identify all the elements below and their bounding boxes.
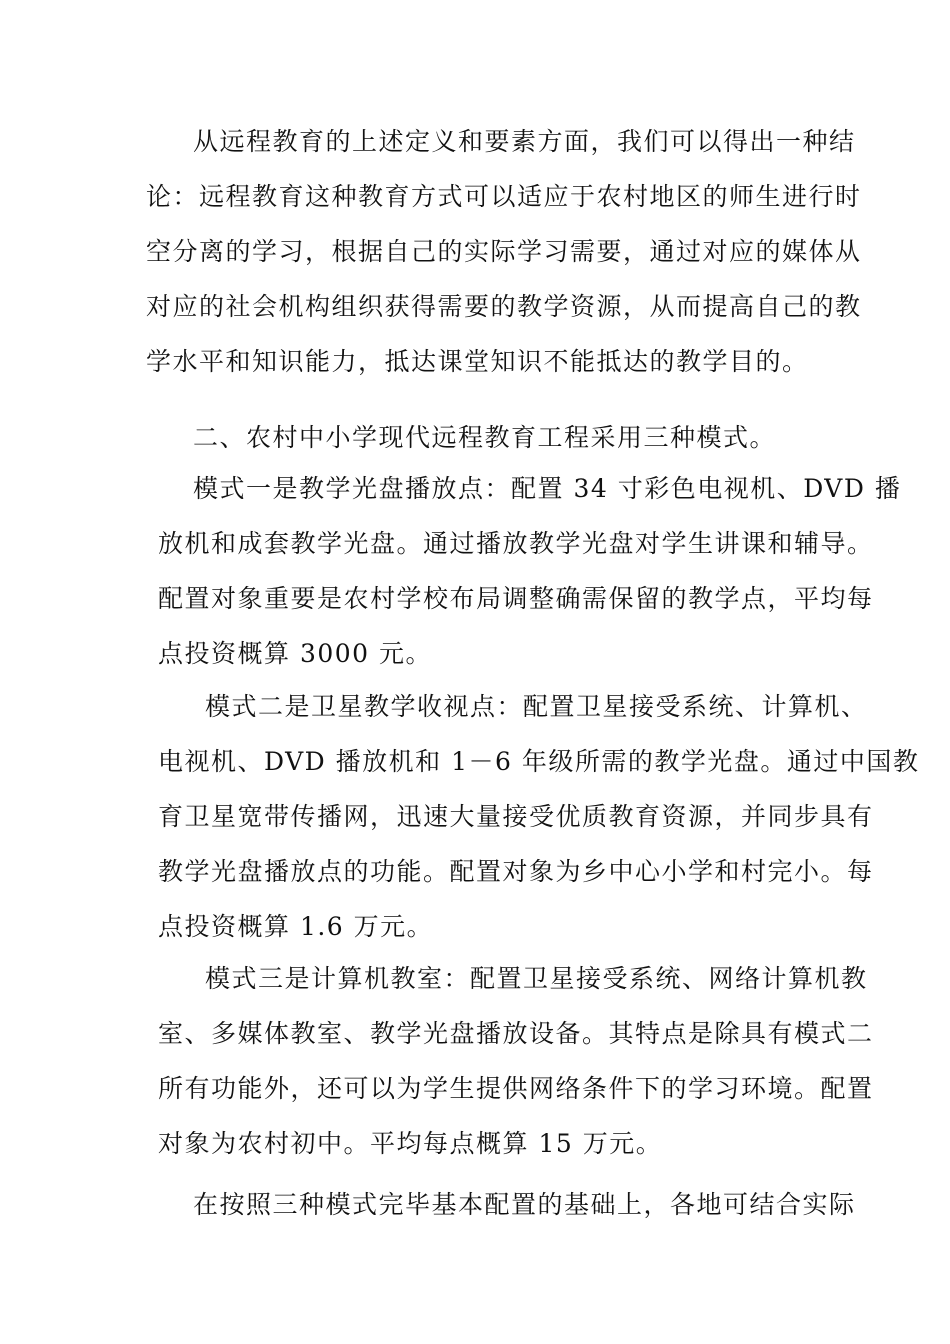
paragraph-line: 所有功能外，还可以为学生提供网络条件下的学习环境。配置 <box>158 1074 874 1103</box>
paragraph-line: 点投资概算 1.6 万元。 <box>158 912 434 941</box>
paragraph-line: 教学光盘播放点的功能。配置对象为乡中心小学和村完小。每 <box>158 857 874 886</box>
paragraph-line: 配置对象重要是农村学校布局调整确需保留的教学点，平均每 <box>158 584 874 613</box>
paragraph-line: 点投资概算 3000 元。 <box>158 639 433 668</box>
paragraph-line: 对象为农村初中。平均每点概算 15 万元。 <box>158 1129 663 1158</box>
paragraph-line: 空分离的学习，根据自己的实际学习需要，通过对应的媒体从 <box>146 237 862 266</box>
paragraph-line: 模式一是教学光盘播放点：配置 34 寸彩色电视机、DVD 播 <box>193 474 902 503</box>
paragraph-line: 放机和成套教学光盘。通过播放教学光盘对学生讲课和辅导。 <box>158 529 874 558</box>
paragraph-line: 在按照三种模式完毕基本配置的基础上，各地可结合实际 <box>193 1190 856 1219</box>
section-heading: 二、农村中小学现代远程教育工程采用三种模式。 <box>193 423 777 452</box>
paragraph-line: 学水平和知识能力，抵达课堂知识不能抵达的教学目的。 <box>146 347 809 376</box>
paragraph-line: 室、多媒体教室、教学光盘播放设备。其特点是除具有模式二 <box>158 1019 874 1048</box>
paragraph-line: 从远程教育的上述定义和要素方面，我们可以得出一种结 <box>193 127 856 156</box>
paragraph-line: 模式二是卫星教学收视点：配置卫星接受系统、计算机、 <box>205 692 868 721</box>
paragraph-line: 论：远程教育这种教育方式可以适应于农村地区的师生进行时 <box>146 182 862 211</box>
paragraph-line: 模式三是计算机教室：配置卫星接受系统、网络计算机教 <box>205 964 868 993</box>
paragraph-line: 对应的社会机构组织获得需要的教学资源，从而提高自己的教 <box>146 292 862 321</box>
paragraph-line: 育卫星宽带传播网，迅速大量接受优质教育资源，并同步具有 <box>158 802 874 831</box>
paragraph-line: 电视机、DVD 播放机和 1－6 年级所需的教学光盘。通过中国教 <box>158 747 920 776</box>
